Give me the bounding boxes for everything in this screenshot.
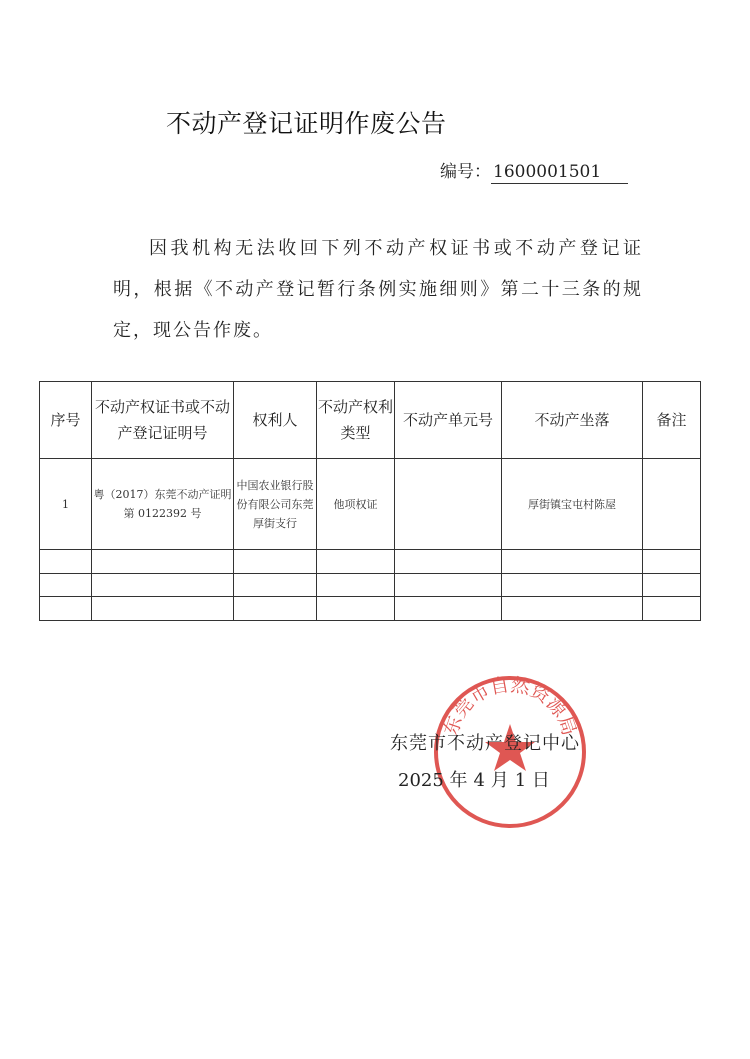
number-value: 1600001501 — [491, 162, 628, 184]
table-row — [40, 458, 701, 550]
table-row-empty — [40, 573, 701, 596]
cell-seq: 1 — [40, 458, 92, 550]
cell-location: 厚街镇宝屯村陈屋 — [502, 458, 643, 550]
table-header-row — [40, 382, 701, 459]
cell-holder: 中国农业银行股份有限公司东莞厚街支行 — [234, 458, 317, 550]
cell-right-type: 他项权证 — [317, 458, 395, 550]
header-remark: 备注 — [643, 382, 701, 459]
header-right-type: 不动产权利类型 — [317, 382, 395, 459]
table-row-empty — [40, 596, 701, 620]
table-row-empty — [40, 550, 701, 573]
records-table — [39, 381, 701, 621]
page-title: 不动产登记证明作废公告 — [166, 109, 447, 138]
header-seq: 序号 — [40, 382, 92, 459]
date-day: 1 日 — [514, 770, 550, 791]
issuing-organization: 东莞市不动产登记中心 — [390, 733, 580, 754]
announcement-body: 因我机构无法收回下列不动产权证书或不动产登记证明，根据《不动产登记暂行条例实施细则》第二十三条的规定，现公告作废。 — [113, 238, 643, 341]
date-month: 4 月 — [473, 770, 509, 791]
header-location: 不动产坐落 — [502, 382, 643, 459]
seal-text: 东莞市自然资源局 — [439, 673, 581, 739]
header-holder: 权利人 — [234, 382, 317, 459]
cell-remark — [643, 458, 701, 550]
header-unit-no: 不动产单元号 — [395, 382, 502, 459]
date-year: 2025 年 — [398, 770, 468, 791]
header-cert-no: 不动产权证书或不动产登记证明号 — [92, 382, 234, 459]
document-number — [440, 157, 628, 184]
issue-date — [398, 766, 556, 792]
cell-unit-no — [395, 458, 502, 550]
number-label: 编号： — [440, 162, 491, 182]
cell-cert-no: 粤（2017）东莞不动产证明第 0122392 号 — [92, 458, 234, 550]
